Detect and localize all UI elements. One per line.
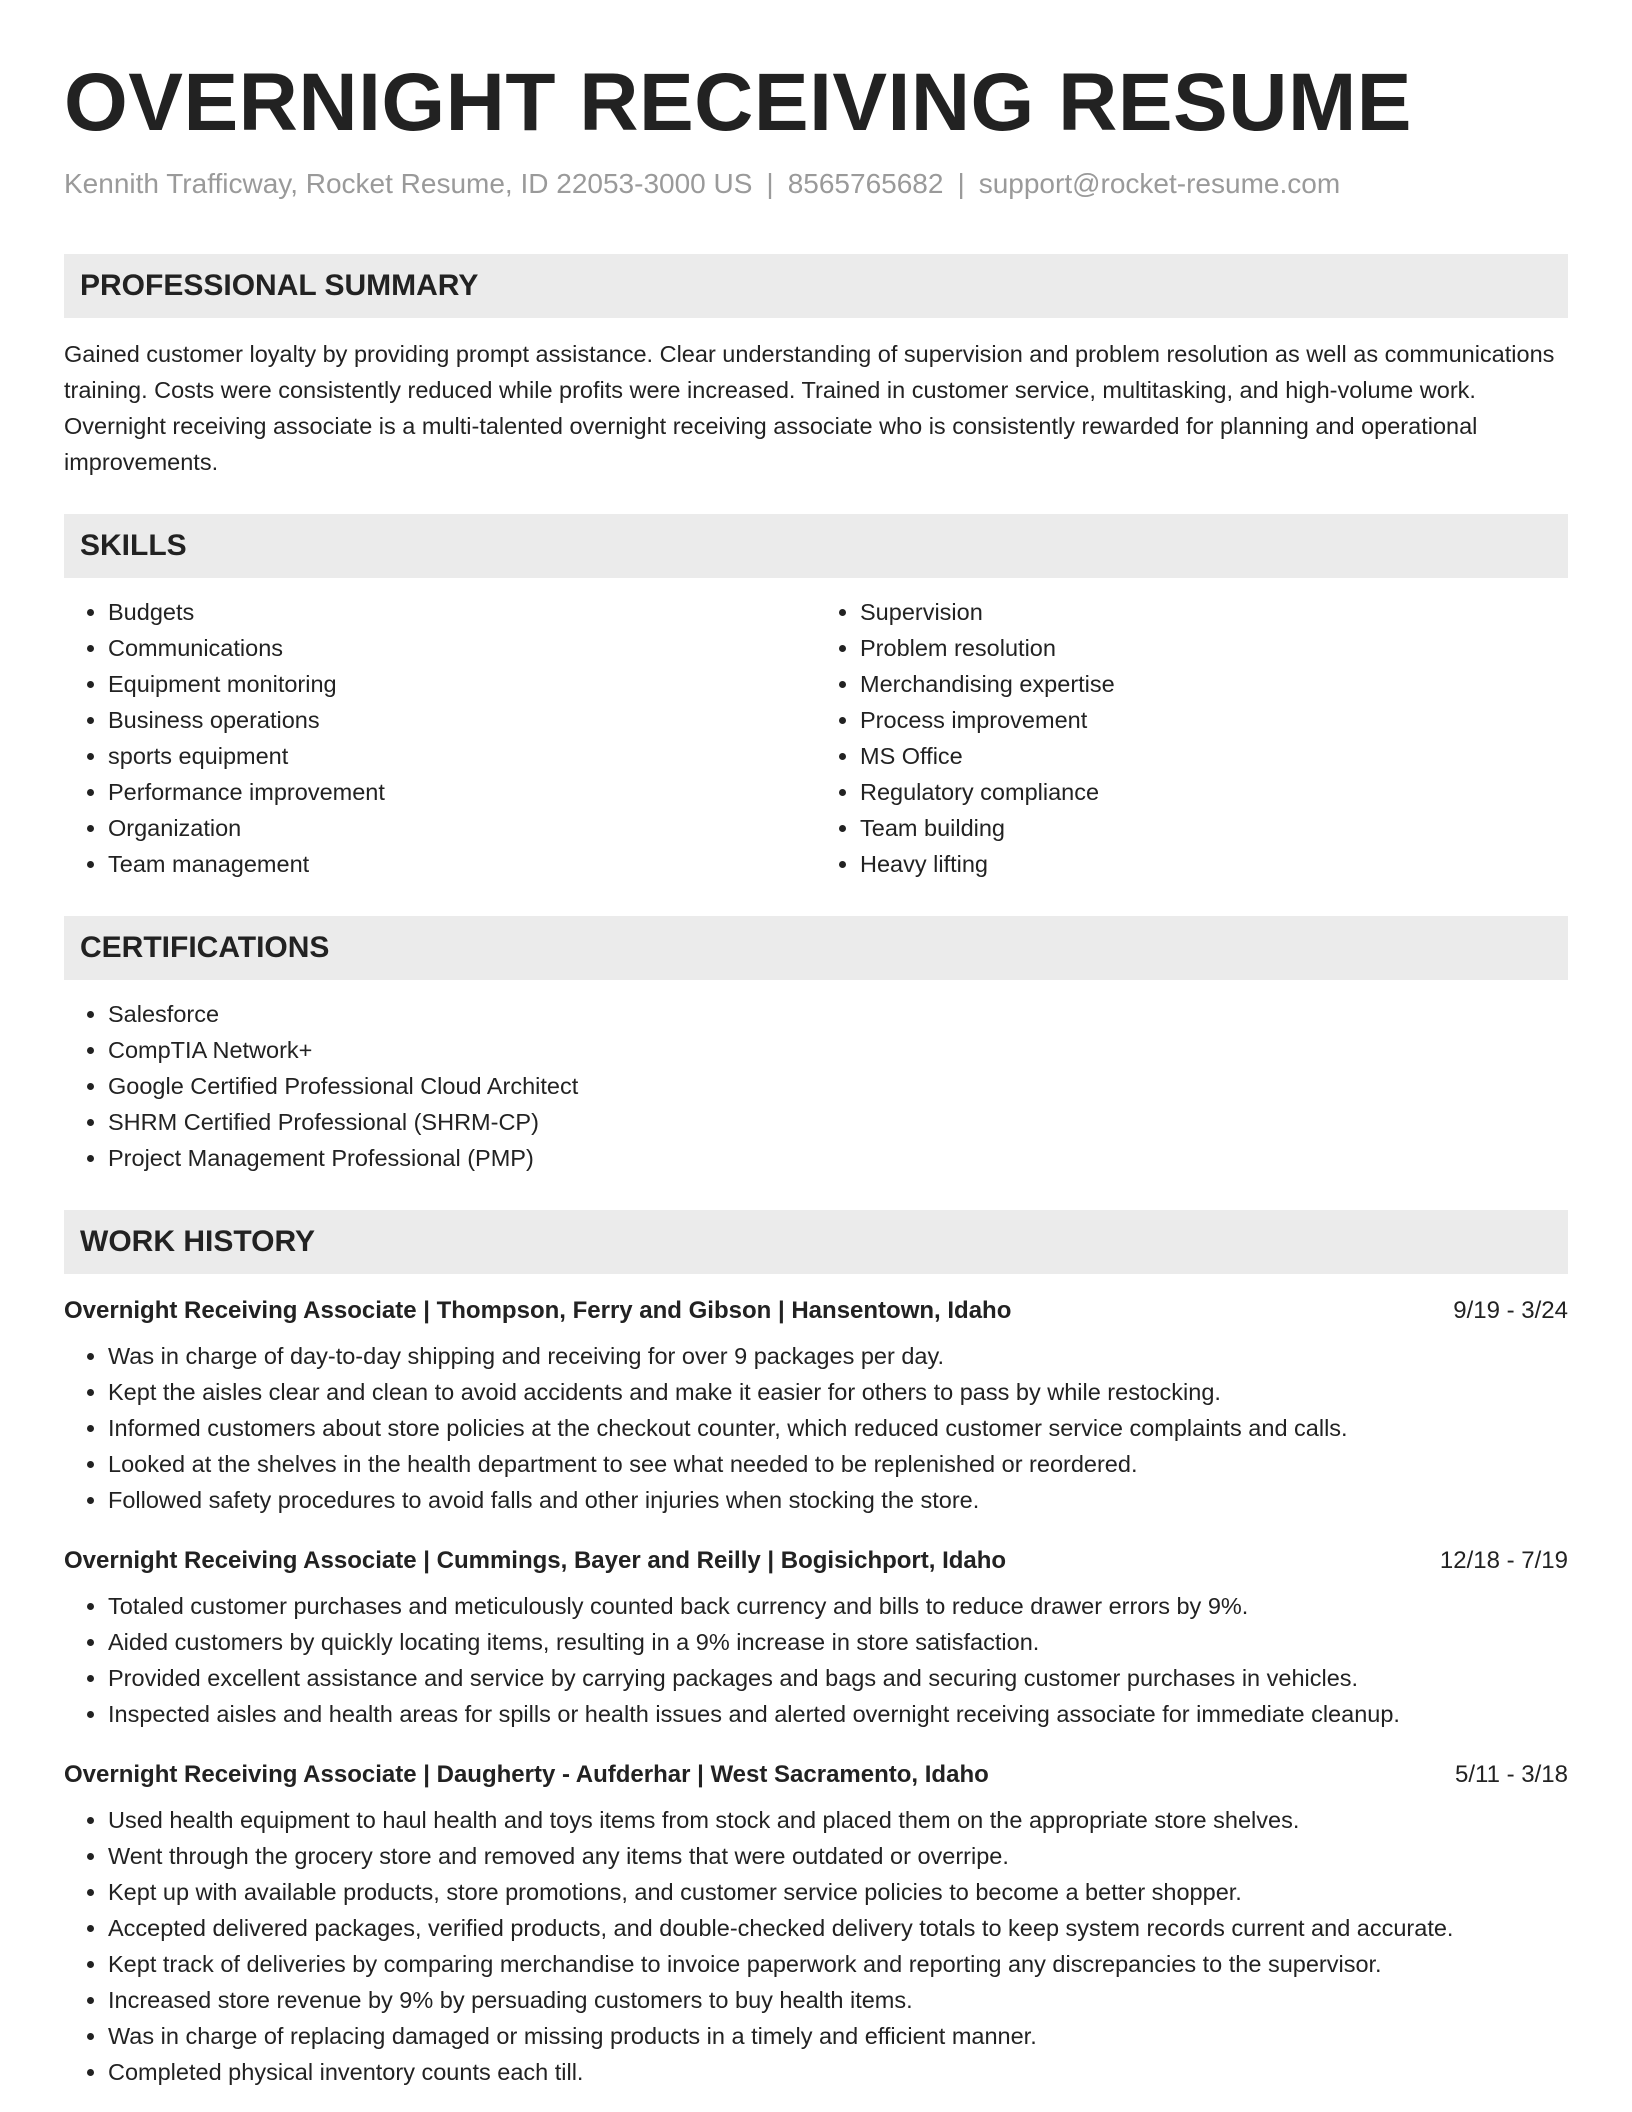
skills-list-right bbox=[816, 594, 1568, 882]
job-bullet: • Followed safety procedures to avoid falls and other injuries when stocking the store. bbox=[108, 1482, 1568, 1518]
skill-item: • Performance improvement bbox=[108, 774, 816, 810]
job-bullet: • Completed physical inventory counts each till. bbox=[108, 2054, 1568, 2090]
contact-separator: | bbox=[957, 168, 965, 199]
job-bullet: • Increased store revenue by 9% by persuading customers to buy health items. bbox=[108, 1982, 1568, 2018]
skill-item: • Business operations bbox=[108, 702, 816, 738]
summary-section bbox=[64, 254, 1568, 480]
section-header-certifications bbox=[64, 916, 1568, 980]
job-bullet: • Informed customers about store policies at the checkout counter, which reduced customer service complaints and calls. bbox=[108, 1410, 1568, 1446]
job-bullets bbox=[64, 1338, 1568, 1518]
skill-item: • Problem resolution bbox=[860, 630, 1568, 666]
job-bullet: • Provided excellent assistance and service by carrying packages and bags and securing customer purchases in vehicles. bbox=[108, 1660, 1568, 1696]
section-header-skills bbox=[64, 514, 1568, 578]
skill-item: • Budgets bbox=[108, 594, 816, 630]
skills-list-left bbox=[64, 594, 816, 882]
skill-item: • sports equipment bbox=[108, 738, 816, 774]
skill-item: • Organization bbox=[108, 810, 816, 846]
skill-item: • Equipment monitoring bbox=[108, 666, 816, 702]
job-bullet: • Went through the grocery store and removed any items that were outdated or overripe. bbox=[108, 1838, 1568, 1874]
job-entry bbox=[64, 1544, 1568, 1732]
skill-item: • Communications bbox=[108, 630, 816, 666]
job-bullet: • Kept the aisles clear and clean to avoid accidents and make it easier for others to pass by while restocking. bbox=[108, 1374, 1568, 1410]
skill-item: • Process improvement bbox=[860, 702, 1568, 738]
skill-item: • MS Office bbox=[860, 738, 1568, 774]
job-bullet: • Inspected aisles and health areas for spills or health issues and alerted overnight receiving associate for immediate cleanup. bbox=[108, 1696, 1568, 1732]
certification-item: • SHRM Certified Professional (SHRM-CP) bbox=[108, 1104, 1568, 1140]
section-heading: PROFESSIONAL SUMMARY bbox=[80, 269, 479, 302]
job-entry bbox=[64, 1758, 1568, 2090]
job-title: Overnight Receiving Associate | Daugherty - Aufderhar | West Sacramento, Idaho bbox=[64, 1761, 989, 1788]
summary-text: Gained customer loyalty by providing prompt assistance. Clear understanding of supervision and problem resolution as well as communications training. Costs were consistently reduced while profits were increased. Trained in customer service, multitasking, and high-volume work. Overnight receiving associate is a multi-talented overnight receiving associate who is consistently rewarded for planning and operational improvements. bbox=[64, 341, 1555, 475]
contact-phone: 8565765682 bbox=[787, 168, 944, 199]
skill-item: • Team building bbox=[860, 810, 1568, 846]
job-header bbox=[64, 1544, 1568, 1578]
contact-address: Kennith Trafficway, Rocket Resume, ID 22053-3000 US bbox=[64, 168, 753, 199]
contact-line bbox=[64, 166, 1568, 202]
job-header bbox=[64, 1758, 1568, 1792]
certifications-list bbox=[64, 996, 1568, 1176]
certification-item: • CompTIA Network+ bbox=[108, 1032, 1568, 1068]
job-dates: 5/11 - 3/18 bbox=[1455, 1761, 1568, 1788]
skill-item: • Merchandising expertise bbox=[860, 666, 1568, 702]
section-heading: WORK HISTORY bbox=[80, 1225, 316, 1258]
section-heading: CERTIFICATIONS bbox=[80, 931, 330, 964]
skills-columns bbox=[64, 578, 1568, 882]
job-bullet: • Kept track of deliveries by comparing merchandise to invoice paperwork and reporting any discrepancies to the supervisor. bbox=[108, 1946, 1568, 1982]
section-header-work-history bbox=[64, 1210, 1568, 1274]
section-heading: SKILLS bbox=[80, 529, 187, 562]
job-bullet: • Aided customers by quickly locating items, resulting in a 9% increase in store satisfaction. bbox=[108, 1624, 1568, 1660]
contact-email: support@rocket-resume.com bbox=[978, 168, 1341, 199]
certifications-section bbox=[64, 916, 1568, 1176]
certification-item: • Salesforce bbox=[108, 996, 1568, 1032]
job-bullet: • Accepted delivered packages, verified products, and double-checked delivery totals to keep system records current and accurate. bbox=[108, 1910, 1568, 1946]
job-bullet: • Was in charge of replacing damaged or missing products in a timely and efficient manner. bbox=[108, 2018, 1568, 2054]
certification-item: • Project Management Professional (PMP) bbox=[108, 1140, 1568, 1176]
job-bullet: • Looked at the shelves in the health department to see what needed to be replenished or reordered. bbox=[108, 1446, 1568, 1482]
job-bullets bbox=[64, 1802, 1568, 2090]
skill-item: • Regulatory compliance bbox=[860, 774, 1568, 810]
section-header-summary bbox=[64, 254, 1568, 318]
work-history-section bbox=[64, 1210, 1568, 2090]
job-title: Overnight Receiving Associate | Thompson, Ferry and Gibson | Hansentown, Idaho bbox=[64, 1297, 1012, 1324]
certification-item: • Google Certified Professional Cloud Architect bbox=[108, 1068, 1568, 1104]
job-bullets bbox=[64, 1588, 1568, 1732]
job-bullet: • Totaled customer purchases and meticulously counted back currency and bills to reduce drawer errors by 9%. bbox=[108, 1588, 1568, 1624]
resume-title: OVERNIGHT RECEIVING RESUME bbox=[64, 57, 1412, 148]
job-bullet: • Was in charge of day-to-day shipping and receiving for over 9 packages per day. bbox=[108, 1338, 1568, 1374]
job-dates: 12/18 - 7/19 bbox=[1439, 1547, 1568, 1574]
skill-item: • Heavy lifting bbox=[860, 846, 1568, 882]
job-bullet: • Kept up with available products, store promotions, and customer service policies to become a better shopper. bbox=[108, 1874, 1568, 1910]
job-header bbox=[64, 1294, 1568, 1328]
job-dates: 9/19 - 3/24 bbox=[1453, 1297, 1568, 1324]
skill-item: • Team management bbox=[108, 846, 816, 882]
skills-section bbox=[64, 514, 1568, 882]
job-title: Overnight Receiving Associate | Cummings, Bayer and Reilly | Bogisichport, Idaho bbox=[64, 1547, 1007, 1574]
job-bullet: • Used health equipment to haul health and toys items from stock and placed them on the appropriate store shelves. bbox=[108, 1802, 1568, 1838]
job-entry bbox=[64, 1294, 1568, 1518]
skill-item: • Supervision bbox=[860, 594, 1568, 630]
contact-separator: | bbox=[766, 168, 774, 199]
